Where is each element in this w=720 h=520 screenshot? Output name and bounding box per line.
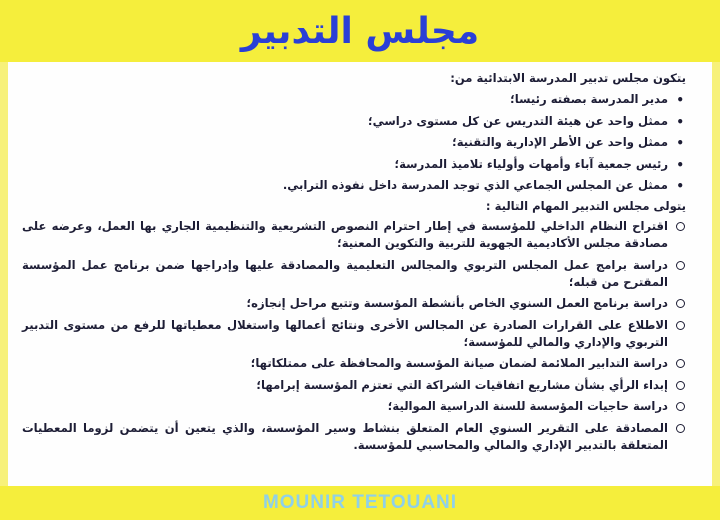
list-item [22,355,668,372]
circle-bullet-icon [676,299,685,308]
task-text: دراسة حاجيات المؤسسة للسنة الدراسية الموالية؛ [387,399,668,414]
list-item [22,317,668,352]
watermark-text: MOUNIR TETOUANI [262,492,458,513]
members-intro: يتكون مجلس تدبير المدرسة الابتدائية من: [450,71,686,85]
bullet-icon: • [676,136,684,151]
member-text: ممثل واحد عن هيئة التدريس عن كل مستوى دراسي؛ [367,113,668,128]
content-panel [8,62,712,486]
list-item [22,91,684,108]
footer-band [0,486,720,520]
circle-bullet-icon [676,222,685,231]
task-text: الاطلاع على القرارات الصادرة عن المجالس الأخرى ونتائج أعمالها واستغلال معطياتها للرفع من مستوى التدبير التربوي والإداري والمالي للمؤسسة؛ [22,317,668,350]
member-text: ممثل عن المجلس الجماعي الذي توجد المدرسة داخل نفوذه الترابي. [282,177,668,192]
bullet-icon: • [676,93,684,108]
circle-bullet-icon [676,402,685,411]
task-text: إبداء الرأي بشأن مشاريع اتفاقيات الشراكة التي تعتزم المؤسسة إبرامها؛ [256,377,668,392]
list-item [22,177,684,194]
list-item [22,156,684,173]
members-list [22,91,686,194]
circle-bullet-icon [676,359,685,368]
list-item [22,420,668,455]
list-item [22,398,668,415]
title-band [0,0,720,62]
list-item [22,134,684,151]
bullet-icon: • [676,157,684,172]
task-text: دراسة برنامج العمل السنوي الخاص بأنشطة المؤسسة وتتبع مراحل إنجازه؛ [246,296,668,311]
tasks-intro: يتولى مجلس التدبير المهام التالية : [485,199,686,214]
list-item [22,218,668,253]
bullet-icon: • [676,178,684,193]
task-text: دراسة التدابير الملائمة لضمان صيانة المؤسسة والمحافظة على ممتلكاتها؛ [250,356,668,371]
list-item [22,295,668,312]
circle-bullet-icon [676,261,685,270]
member-text: رئيس جمعية آباء وأمهات وأولياء تلاميذ المدرسة؛ [394,156,668,171]
member-text: ممثل واحد عن الأطر الإدارية والتقنية؛ [452,135,668,150]
circle-bullet-icon [676,424,685,433]
circle-bullet-icon [676,321,685,330]
circle-bullet-icon [676,381,685,390]
page-title: مجلس التدبير [240,10,480,52]
task-text: دراسة برامج عمل المجلس التربوي والمجالس التعليمية والمصادقة عليها وإدراجها ضمن برنامج عمل المؤسسة المقترح من قبله؛ [22,257,668,289]
task-text: المصادقة على التقرير السنوي العام المتعلق بنشاط وسير المؤسسة، والذي يتعين أن يتضمن لزوما المعطيات المتعلقة بالتدبير الإداري والمالي والمحاسبي للمؤسسة. [22,420,668,453]
task-text: اقتراح النظام الداخلي للمؤسسة في إطار احترام النصوص التشريعية والتنظيمية الجاري بها العمل، وعرضه على مصادقة مجلس الأكاديمية الجهوية للتربية والتكوين المعنية؛ [22,218,668,251]
list-item [22,377,668,394]
bullet-icon: • [676,114,684,129]
tasks-list [22,218,686,455]
list-item [22,257,668,292]
member-text: مدير المدرسة بصفته رئيسا؛ [510,92,668,107]
list-item [22,113,684,130]
